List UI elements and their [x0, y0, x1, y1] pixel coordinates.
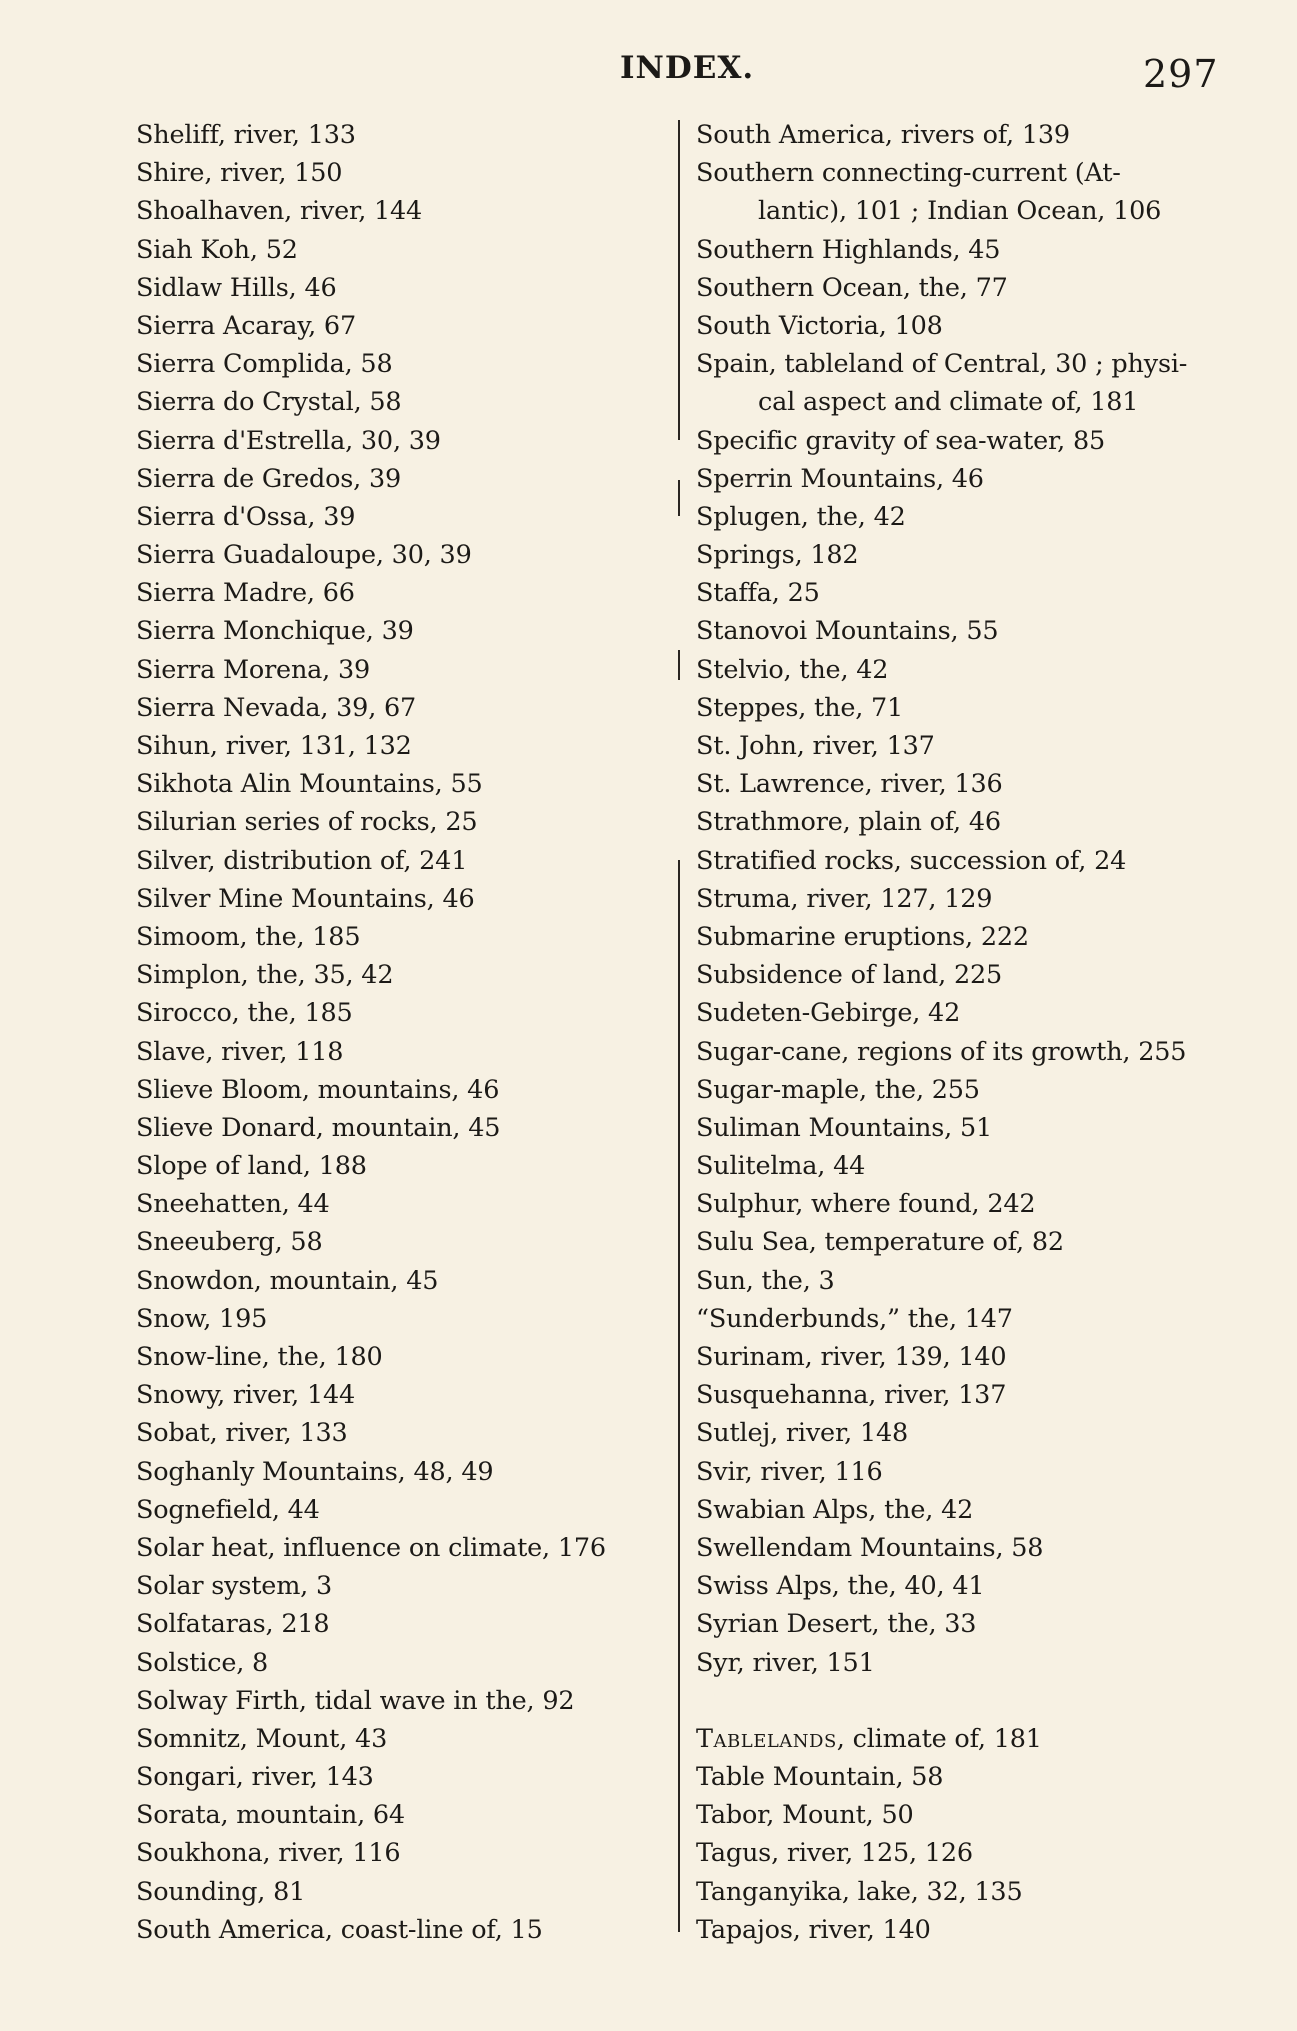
- index-entry-tablelands: [696, 1720, 1216, 1758]
- index-entry: Sperrin Mountains, 46: [696, 463, 984, 494]
- index-entry: Suliman Mountains, 51: [696, 1112, 992, 1143]
- headword-rest: , climate of, 181: [836, 1723, 1042, 1754]
- index-entry: Tabor, Mount, 50: [696, 1800, 914, 1831]
- index-entry: Swellendam Mountains, 58: [696, 1532, 1044, 1563]
- index-entry: Springs, 182: [696, 540, 859, 571]
- index-entry: Sulu Sea, temperature of, 82: [696, 1227, 1064, 1258]
- index-entry: Sierra d'Estrella, 30, 39: [136, 425, 441, 456]
- column-divider: [678, 650, 680, 680]
- index-entry: Solstice, 8: [136, 1647, 269, 1678]
- index-entry: Sorata, mountain, 64: [136, 1800, 405, 1831]
- index-entry: Sneehatten, 44: [136, 1189, 330, 1220]
- index-entry: St. Lawrence, river, 136: [696, 769, 1003, 800]
- index-entry: Southern Ocean, the, 77: [696, 272, 1008, 303]
- index-entry: Sugar-cane, regions of its growth, 255: [696, 1036, 1187, 1067]
- index-entry: Simoom, the, 185: [136, 921, 361, 952]
- index-entry: Sneeuberg, 58: [136, 1227, 323, 1258]
- page-number: 297: [1143, 52, 1219, 96]
- index-entry: Tapajos, river, 140: [696, 1914, 931, 1945]
- column-divider: [678, 480, 680, 516]
- index-entry: Sierra Guadaloupe, 30, 39: [136, 540, 472, 571]
- index-entry: Silurian series of rocks, 25: [136, 807, 478, 838]
- index-entry: Sierra d'Ossa, 39: [136, 501, 356, 532]
- index-entry: Spain, tableland of Central, 30 ; physi-: [696, 349, 1188, 380]
- index-entry: “Sunderbunds,” the, 147: [696, 1303, 1013, 1334]
- index-entry: Sugar-maple, the, 255: [696, 1074, 980, 1105]
- index-entry: Sierra Complida, 58: [136, 349, 393, 380]
- index-entry: Sidlaw Hills, 46: [136, 272, 337, 303]
- index-entry: Sobat, river, 133: [136, 1418, 348, 1449]
- index-entry: South Victoria, 108: [696, 310, 943, 341]
- index-entry: Soghanly Mountains, 48, 49: [136, 1456, 494, 1487]
- index-entry: Sun, the, 3: [696, 1265, 835, 1296]
- index-entry: Snow, 195: [136, 1303, 268, 1334]
- index-entry: lantic), 101 ; Indian Ocean, 106: [758, 196, 1162, 227]
- index-entry: Sierra Monchique, 39: [136, 616, 414, 647]
- index-entry: South America, coast-line of, 15: [136, 1914, 543, 1945]
- index-entry: Staffa, 25: [696, 578, 820, 609]
- index-entry: cal aspect and climate of, 181: [758, 387, 1139, 418]
- index-entry: Siah Koh, 52: [136, 234, 298, 265]
- index-entry: Slope of land, 188: [136, 1151, 367, 1182]
- index-entry: Sudeten-Gebirge, 42: [696, 998, 961, 1029]
- index-entry: Simplon, the, 35, 42: [136, 960, 394, 991]
- index-column-left: [136, 116, 656, 1949]
- index-entry: Table Mountain, 58: [696, 1762, 944, 1793]
- index-entry: Silver, distribution of, 241: [136, 845, 468, 876]
- index-entry: Snowdon, mountain, 45: [136, 1265, 439, 1296]
- index-entry: Songari, river, 143: [136, 1762, 374, 1793]
- index-entry: Specific gravity of sea-water, 85: [696, 425, 1106, 456]
- column-divider: [678, 120, 680, 440]
- index-entry: Sierra Nevada, 39, 67: [136, 692, 417, 723]
- index-entry: Sounding, 81: [136, 1876, 306, 1907]
- index-entry: Somnitz, Mount, 43: [136, 1723, 388, 1754]
- index-entry: Solar heat, influence on climate, 176: [136, 1532, 606, 1563]
- index-entry: Steppes, the, 71: [696, 692, 904, 723]
- index-entry: Slave, river, 118: [136, 1036, 344, 1067]
- index-entry: Solfataras, 218: [136, 1609, 330, 1640]
- index-entry: Swiss Alps, the, 40, 41: [696, 1571, 985, 1602]
- index-entry: Subsidence of land, 225: [696, 960, 1003, 991]
- index-entry: Southern Highlands, 45: [696, 234, 1001, 265]
- index-entry: Strathmore, plain of, 46: [696, 807, 1001, 838]
- column-divider: [678, 860, 680, 1932]
- index-entry: St. John, river, 137: [696, 731, 935, 761]
- index-entry: Swabian Alps, the, 42: [696, 1494, 974, 1525]
- index-entry: Sierra Madre, 66: [136, 578, 355, 609]
- index-entry: Struma, river, 127, 129: [696, 883, 993, 914]
- index-entry: Surinam, river, 139, 140: [696, 1342, 1007, 1372]
- index-entry: Sutlej, river, 148: [696, 1418, 909, 1449]
- index-entry: South America, rivers of, 139: [696, 120, 1070, 150]
- index-entry: Sheliff, river, 133: [136, 120, 356, 150]
- index-entry: Sulitelma, 44: [696, 1151, 866, 1182]
- index-entry: Sierra Acaray, 67: [136, 310, 356, 341]
- index-entry: Snowy, river, 144: [136, 1380, 356, 1411]
- index-entry: Sierra de Gredos, 39: [136, 463, 401, 494]
- index-entry: Silver Mine Mountains, 46: [136, 883, 475, 914]
- index-entry: Solar system, 3: [136, 1571, 333, 1602]
- index-entry: Sognefield, 44: [136, 1494, 320, 1525]
- index-entry: Snow-line, the, 180: [136, 1342, 383, 1372]
- index-entry: Sulphur, where found, 242: [696, 1189, 1036, 1220]
- index-entry: Syr, river, 151: [696, 1647, 875, 1678]
- index-entry: Solway Firth, tidal wave in the, 92: [136, 1685, 575, 1716]
- index-entry: Stanovoi Mountains, 55: [696, 616, 999, 647]
- index-entry: Southern connecting-current (At-: [696, 158, 1121, 189]
- index-entry: Sierra do Crystal, 58: [136, 387, 402, 418]
- index-entry: Splugen, the, 42: [696, 501, 906, 532]
- index-entry: Sihun, river, 131, 132: [136, 731, 412, 761]
- index-entry: Stelvio, the, 42: [696, 654, 889, 685]
- index-entry: Shoalhaven, river, 144: [136, 196, 423, 227]
- index-entry: Sierra Morena, 39: [136, 654, 371, 685]
- index-entry: Soukhona, river, 116: [136, 1838, 401, 1869]
- index-entry: Sikhota Alin Mountains, 55: [136, 769, 483, 800]
- index-column-right: [696, 116, 1216, 1949]
- index-entry: Slieve Donard, mountain, 45: [136, 1112, 501, 1143]
- index-entry: Slieve Bloom, mountains, 46: [136, 1074, 500, 1105]
- index-entry: Sirocco, the, 185: [136, 998, 353, 1029]
- index-entry: Susquehanna, river, 137: [696, 1380, 1007, 1411]
- section-headword: Tablelands: [696, 1723, 837, 1754]
- index-entry: Tanganyika, lake, 32, 135: [696, 1876, 1023, 1907]
- index-entry: Tagus, river, 125, 126: [696, 1838, 973, 1869]
- running-head: INDEX.: [620, 50, 755, 86]
- index-entry: Syrian Desert, the, 33: [696, 1609, 977, 1640]
- index-entry: Svir, river, 116: [696, 1456, 883, 1487]
- index-entry: Shire, river, 150: [136, 158, 343, 189]
- index-entry: Stratified rocks, succession of, 24: [696, 845, 1127, 876]
- index-entry: Submarine eruptions, 222: [696, 921, 1029, 952]
